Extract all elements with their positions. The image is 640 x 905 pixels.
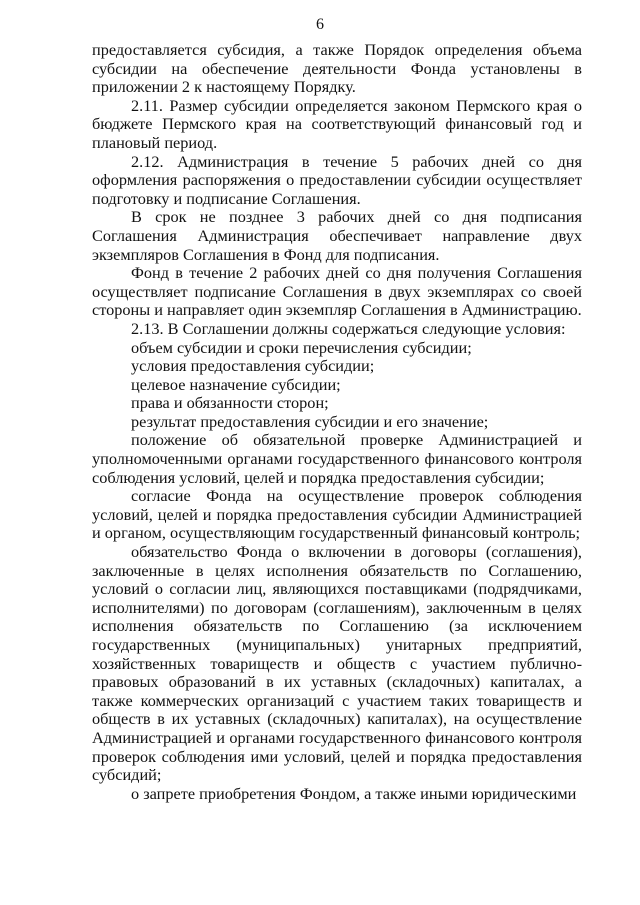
condition-item: целевое назначение субсидии; (131, 374, 341, 394)
document-body (92, 41, 582, 803)
paragraph-2-13: 2.13. В Соглашении должны содержаться следующие условия: (131, 318, 566, 338)
condition-item: обязательство Фонда о включении в договоры (соглашения), заключенные в целях исполнения обязательств по Соглашению, условий о согласии лиц, являющихся поставщиками (подрядчиками, исполнителями) по договорам (соглашениям), заключенным в целях исполнения обязательств по Соглашению (за исключением государственных (муниципальных) унитарных предприятий, хозяйственных товариществ и обществ с участием публично-правовых образований в их уставных (складочных) капиталах, а также коммерческих организаций с участием таких товариществ и обществ в их уставных (складочных) капиталах), на осуществление Администрацией и органами государственного финансового контроля проверок соблюдения ими условий, целей и порядка предоставления субсидий; (92, 542, 582, 785)
condition-item: объем субсидии и сроки перечисления субсидии; (131, 337, 472, 357)
condition-item: о запрете приобретения Фондом, а также иными юридическими (131, 783, 577, 803)
condition-item: результат предоставления субсидии и его значение; (131, 411, 489, 431)
paragraph-continuation: предоставляется субсидия, а также Порядок определения объема субсидии на обеспечение деятельности Фонда установлены в приложении 2 к настоящему Порядку. (92, 40, 582, 97)
page-number: 6 (316, 16, 324, 33)
paragraph-fund-signing: Фонд в течение 2 рабочих дней со дня получения Соглашения осуществляет подписание Соглашения в двух экземплярах со своей стороны и направляет один экземпляр Соглашения в Администрацию. (92, 263, 582, 320)
condition-item: положение об обязательной проверке Администрацией и уполномоченными органами государственного финансового контроля соблюдения условий, целей и порядка предоставления субсидии; (92, 430, 582, 487)
condition-item: права и обязанности сторон; (131, 393, 329, 413)
condition-item: согласие Фонда на осуществление проверок соблюдения условий, целей и порядка предоставления субсидии Администрацией и органом, осуществляющим государственный финансовый контроль; (92, 486, 582, 543)
paragraph-2-11: 2.11. Размер субсидии определяется законом Пермского края о бюджете Пермского края на соответствующий финансовый год и плановый период. (92, 95, 582, 152)
condition-item: условия предоставления субсидии; (131, 356, 375, 376)
paragraph-signing-deadline: В срок не позднее 3 рабочих дней со дня подписания Соглашения Администрация обеспечивает направление двух экземпляров Соглашения в Фонд для подписания. (92, 207, 582, 264)
paragraph-2-12: 2.12. Администрация в течение 5 рабочих дней со дня оформления распоряжения о предоставлении субсидии осуществляет подготовку и подписание Соглашения. (92, 151, 582, 208)
